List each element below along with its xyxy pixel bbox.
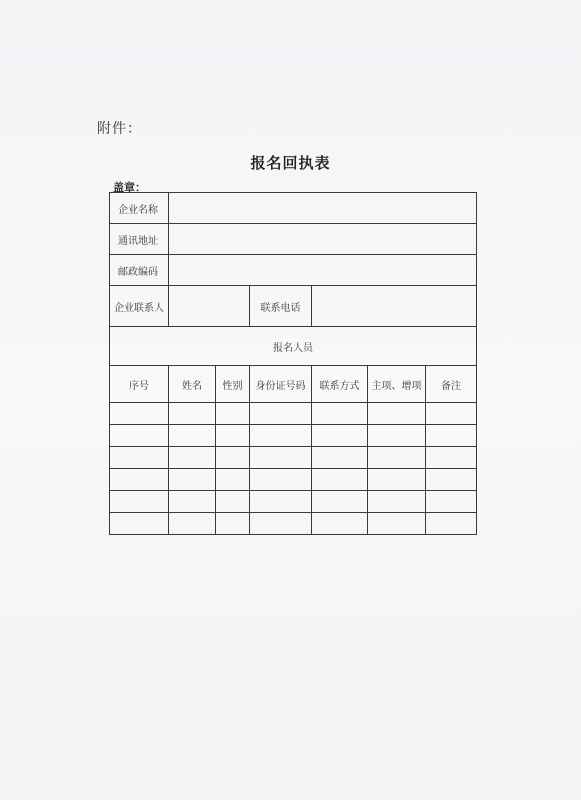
table-cell <box>169 513 216 535</box>
postal-code-field <box>169 255 477 286</box>
company-name-row <box>110 193 477 224</box>
column-header: 主项、增项 <box>368 366 426 403</box>
contact-person-field <box>169 286 250 327</box>
table-cell <box>169 403 216 425</box>
table-cell <box>110 403 169 425</box>
table-cell <box>312 403 368 425</box>
address-label: 通讯地址 <box>110 224 169 255</box>
table-cell <box>250 469 312 491</box>
attachment-label: 附件： <box>97 121 142 137</box>
table-cell <box>426 425 477 447</box>
table-cell <box>312 425 368 447</box>
address-row <box>110 224 477 255</box>
table-cell <box>216 491 250 513</box>
table-row <box>110 513 477 535</box>
table-cell <box>216 425 250 447</box>
table-row <box>110 491 477 513</box>
table-cell <box>169 491 216 513</box>
column-header: 联系方式 <box>312 366 368 403</box>
table-cell <box>426 403 477 425</box>
table-cell <box>110 447 169 469</box>
postal-code-label: 邮政编码 <box>110 255 169 286</box>
table-cell <box>250 447 312 469</box>
table-cell <box>169 469 216 491</box>
table-cell <box>312 513 368 535</box>
column-header: 姓名 <box>169 366 216 403</box>
column-header: 性别 <box>216 366 250 403</box>
address-field <box>169 224 477 255</box>
column-header: 身份证号码 <box>250 366 312 403</box>
table-cell <box>312 491 368 513</box>
table-cell <box>110 469 169 491</box>
registration-form-table <box>109 192 477 535</box>
form-title: 报名回执表 <box>250 154 331 172</box>
table-cell <box>312 469 368 491</box>
table-header-row <box>110 366 477 403</box>
table-cell <box>426 491 477 513</box>
postal-code-row <box>110 255 477 286</box>
table-cell <box>426 469 477 491</box>
section-title: 报名人员 <box>110 327 477 366</box>
table-cell <box>368 403 426 425</box>
table-cell <box>216 513 250 535</box>
table-row <box>110 469 477 491</box>
table-cell <box>250 491 312 513</box>
contact-person-label: 企业联系人 <box>110 286 169 327</box>
table-cell <box>110 491 169 513</box>
contact-row <box>110 286 477 327</box>
table-cell <box>250 513 312 535</box>
table-cell <box>110 425 169 447</box>
table-cell <box>368 491 426 513</box>
table-cell <box>368 425 426 447</box>
company-name-label: 企业名称 <box>110 193 169 224</box>
table-cell <box>216 469 250 491</box>
phone-field <box>312 286 477 327</box>
table-cell <box>250 425 312 447</box>
table-cell <box>312 447 368 469</box>
table-cell <box>216 447 250 469</box>
table-cell <box>426 513 477 535</box>
table-row <box>110 425 477 447</box>
table-row <box>110 403 477 425</box>
seal-label: 盖章： <box>113 181 146 194</box>
table-cell <box>169 447 216 469</box>
table-row <box>110 447 477 469</box>
table-cell <box>368 447 426 469</box>
phone-label: 联系电话 <box>250 286 312 327</box>
table-cell <box>216 403 250 425</box>
company-name-field <box>169 193 477 224</box>
table-cell <box>368 469 426 491</box>
column-header: 序号 <box>110 366 169 403</box>
section-row <box>110 327 477 366</box>
table-cell <box>110 513 169 535</box>
table-cell <box>368 513 426 535</box>
table-cell <box>426 447 477 469</box>
table-cell <box>169 425 216 447</box>
table-cell <box>250 403 312 425</box>
column-header: 备注 <box>426 366 477 403</box>
